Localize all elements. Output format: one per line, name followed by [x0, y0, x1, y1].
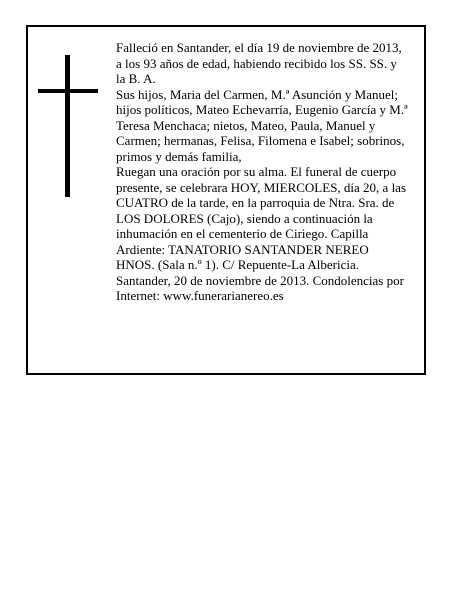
obituary-notice	[26, 25, 426, 375]
death-announcement: Falleció en Santander, el día 19 de noviembre de 2013, a los 93 años de edad, habiendo recibido los SS. SS. y la B. A.	[116, 40, 402, 86]
family-list: Sus hijos, Maria del Carmen, M.ª Asunción y Manuel; hijos políticos, Mateo Echevarría, Eugenio García y M.ª Teresa Menchaca; nietos, Mateo, Paula, Manuel y Carmen; hermanas, Felisa, Filomena e Isabel; sobrinos, primos y demás familia,	[116, 86, 408, 164]
cross-vertical-bar	[65, 55, 70, 197]
cross-icon	[38, 55, 98, 197]
funeral-details: Ruegan una oración por su alma. El funeral de cuerpo presente, se celebrara HOY, MIERCOLES, día 20, a las CUATRO de la tarde, en la parroquia de Ntra. Sra. de LOS DOLORES (Cajo), siendo a continuación la inhumación en el cementerio de Ciriego. Capilla Ardiente: TANATORIO SANTANDER NEREO HNOS. (Sala n.º 1). C/ Repuente-La Albericia. Santander, 20 de noviembre de 2013. Condolencias por Internet: www.funerarianereo.es	[116, 164, 407, 303]
cross-horizontal-bar	[38, 89, 98, 93]
notice-text	[116, 40, 424, 304]
